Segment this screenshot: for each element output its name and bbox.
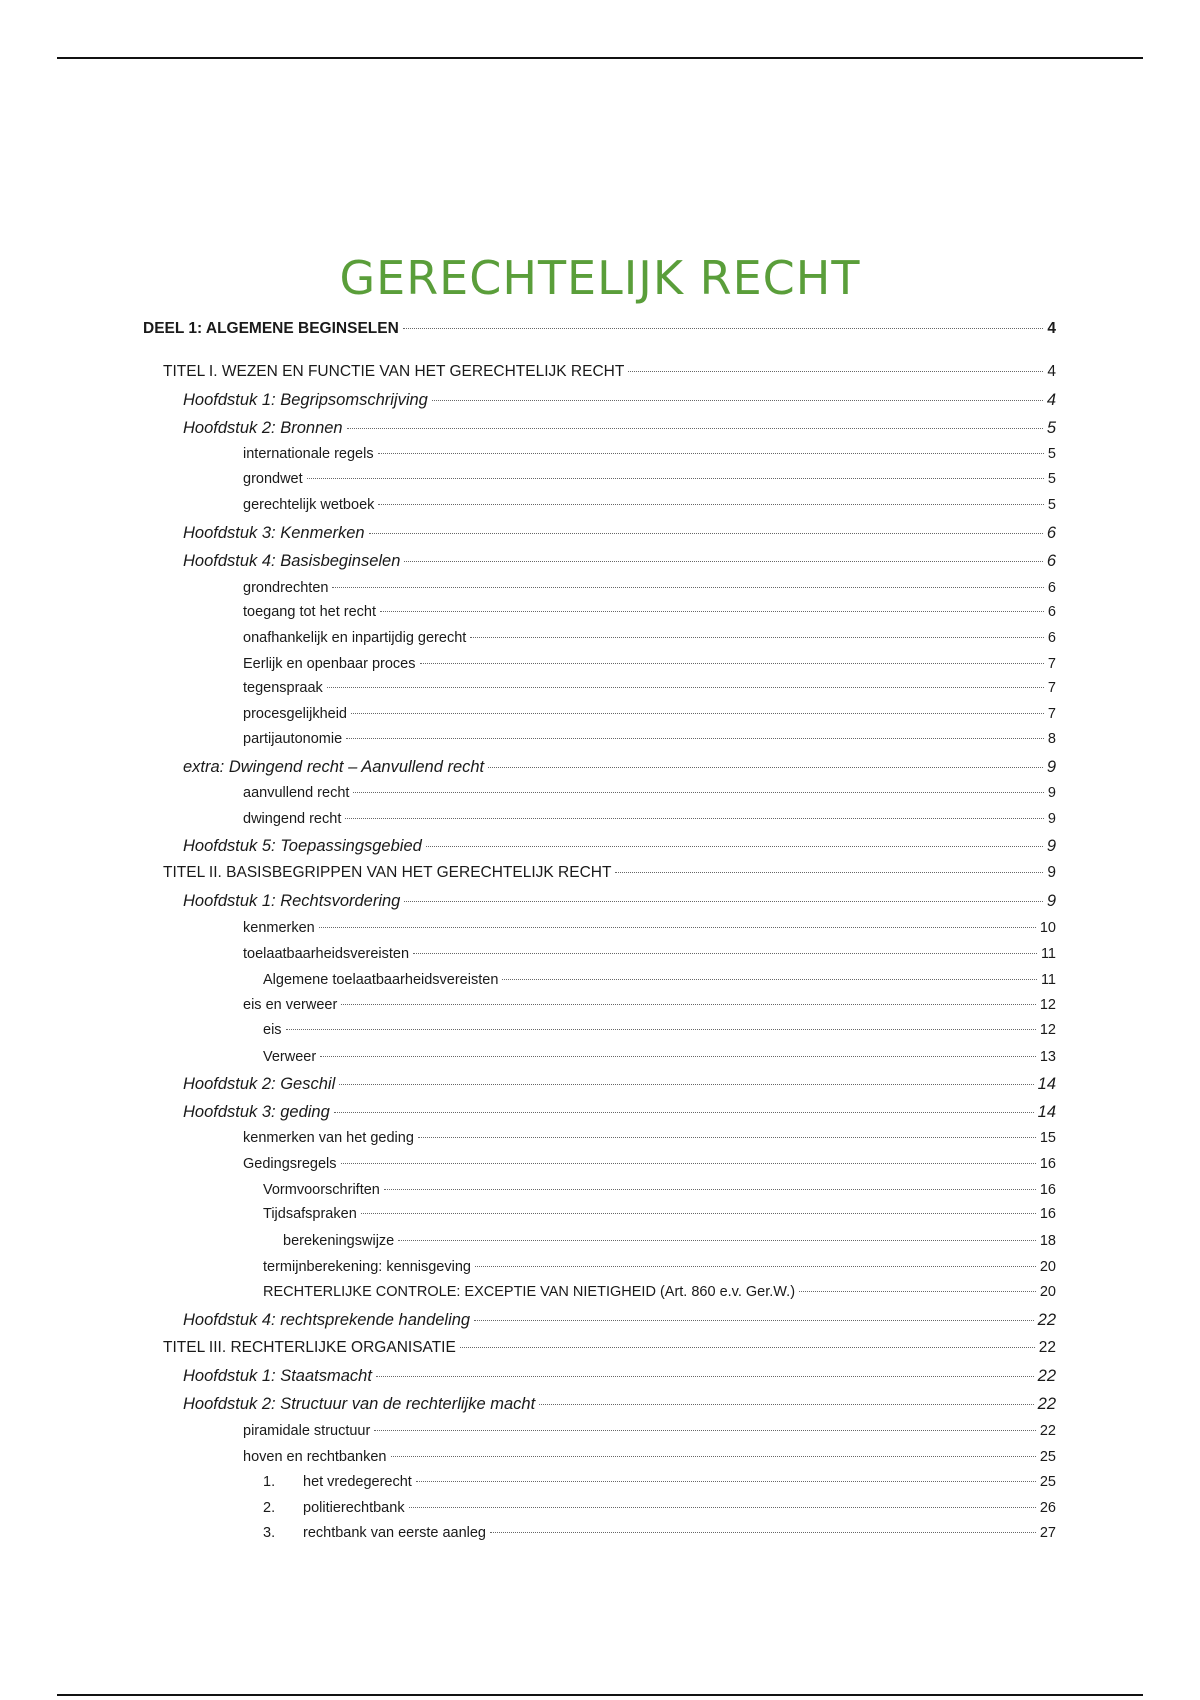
toc-entry[interactable] xyxy=(183,892,1056,911)
toc-page-number: 11 xyxy=(1040,946,1056,962)
toc-dot-leader xyxy=(799,1291,1036,1292)
toc-page-number: 4 xyxy=(1047,363,1056,380)
toc-entry[interactable] xyxy=(263,972,1056,988)
toc-page-number: 6 xyxy=(1047,604,1056,620)
toc-entry[interactable] xyxy=(263,1049,1056,1065)
toc-dot-leader xyxy=(339,1084,1033,1085)
toc-dot-leader xyxy=(286,1029,1036,1030)
toc-dot-leader xyxy=(470,637,1044,638)
toc-page-number: 7 xyxy=(1047,706,1056,722)
toc-entry[interactable] xyxy=(243,706,1056,722)
toc-dot-leader xyxy=(351,713,1044,714)
toc-entry-title: tegenspraak xyxy=(243,680,323,696)
toc-page-number: 16 xyxy=(1039,1182,1056,1198)
toc-page-number: 13 xyxy=(1039,1049,1056,1065)
toc-entry[interactable] xyxy=(243,580,1056,596)
header-rule xyxy=(57,57,1143,59)
toc-dot-leader xyxy=(384,1189,1036,1190)
toc-page-number: 6 xyxy=(1046,524,1056,542)
toc-page-number: 25 xyxy=(1039,1474,1056,1490)
toc-page-number: 9 xyxy=(1046,837,1056,855)
toc-page-number: 22 xyxy=(1037,1395,1056,1413)
toc-entry[interactable] xyxy=(263,1206,1056,1222)
toc-entry[interactable] xyxy=(263,1182,1056,1198)
page-title: GERECHTELIJK RECHT xyxy=(339,250,861,305)
toc-entry[interactable] xyxy=(263,1259,1056,1275)
toc-entry-title: toelaatbaarheidsvereisten xyxy=(243,946,410,962)
toc-entry-title: toegang tot het recht xyxy=(243,604,377,620)
toc-page-number: 10 xyxy=(1039,920,1056,936)
toc-entry-title: TITEL II. BASISBEGRIPPEN VAN HET GERECHTELIJK RECHT xyxy=(163,864,612,881)
toc-entry-title: aanvullend recht xyxy=(243,785,350,801)
toc-page-number: 5 xyxy=(1047,446,1056,462)
toc-dot-leader xyxy=(332,587,1043,588)
toc-entry-title: dwingend recht xyxy=(243,811,342,827)
toc-dot-leader xyxy=(475,1266,1036,1267)
toc-page-number: 5 xyxy=(1047,471,1056,487)
toc-page-number: 6 xyxy=(1047,580,1056,596)
toc-page-number: 9 xyxy=(1046,758,1056,776)
toc-dot-leader xyxy=(409,1507,1036,1508)
toc-entry-title: Hoofdstuk 1: Staatsmacht xyxy=(183,1367,372,1385)
toc-page-number: 6 xyxy=(1047,630,1056,646)
toc-entry-title: Hoofdstuk 3: geding xyxy=(183,1103,330,1121)
toc-entry[interactable] xyxy=(243,731,1056,747)
toc-entry[interactable] xyxy=(163,1339,1056,1357)
toc-entry-title: Hoofdstuk 4: Basisbeginselen xyxy=(183,552,401,570)
toc-page-number: 9 xyxy=(1047,811,1056,827)
toc-entry-title: Verweer xyxy=(263,1049,317,1065)
toc-entry[interactable] xyxy=(263,1525,1056,1541)
toc-page-number: 12 xyxy=(1039,1022,1056,1038)
toc-dot-leader xyxy=(347,428,1043,429)
toc-dot-leader xyxy=(615,872,1043,873)
toc-entry-title: Tijdsafspraken xyxy=(263,1206,357,1222)
toc-page-number: 9 xyxy=(1046,892,1056,910)
toc-dot-leader xyxy=(628,371,1043,372)
toc-entry-title: partijautonomie xyxy=(243,731,343,747)
toc-entry[interactable] xyxy=(243,785,1056,801)
toc-dot-leader xyxy=(378,453,1044,454)
toc-entry-title: grondwet xyxy=(243,471,303,487)
toc-entry-title: extra: Dwingend recht – Aanvullend recht xyxy=(183,758,485,776)
toc-entry[interactable] xyxy=(183,552,1056,571)
toc-entry-title: procesgelijkheid xyxy=(243,706,347,722)
toc-entry-title: politierechtbank xyxy=(303,1500,405,1516)
toc-dot-leader xyxy=(327,687,1044,688)
toc-entry[interactable] xyxy=(243,1423,1056,1439)
toc-dot-leader xyxy=(426,846,1043,847)
toc-entry[interactable] xyxy=(183,1103,1056,1122)
toc-entry-title: Hoofdstuk 1: Begripsomschrijving xyxy=(183,391,428,409)
toc-entry-number: 3. xyxy=(263,1525,276,1541)
toc-dot-leader xyxy=(403,328,1044,329)
toc-entry-title: gerechtelijk wetboek xyxy=(243,497,375,513)
toc-entry-title: Gedingsregels xyxy=(243,1156,337,1172)
toc-entry[interactable] xyxy=(263,1500,1056,1516)
toc-page-number: 14 xyxy=(1037,1075,1056,1093)
toc-entry[interactable] xyxy=(183,419,1056,438)
toc-entry-title: eis en verweer xyxy=(243,997,338,1013)
toc-page-number: 15 xyxy=(1039,1130,1056,1146)
toc-entry[interactable] xyxy=(243,680,1056,696)
toc-page-number: 6 xyxy=(1046,552,1056,570)
toc-entry-title: het vredegerecht xyxy=(303,1474,412,1490)
toc-dot-leader xyxy=(391,1456,1036,1457)
toc-dot-leader xyxy=(374,1430,1036,1431)
toc-dot-leader xyxy=(319,927,1036,928)
toc-page-number: 22 xyxy=(1037,1367,1056,1385)
toc-dot-leader xyxy=(345,818,1044,819)
toc-entry[interactable] xyxy=(183,524,1056,543)
toc-page-number: 7 xyxy=(1047,656,1056,672)
toc-entry[interactable] xyxy=(243,656,1056,672)
toc-entry[interactable] xyxy=(183,1367,1056,1386)
toc-entry[interactable] xyxy=(183,391,1056,410)
toc-entry-number: 1. xyxy=(263,1474,276,1490)
toc-page-number: 22 xyxy=(1037,1311,1056,1329)
toc-entry[interactable] xyxy=(183,758,1056,777)
toc-dot-leader xyxy=(341,1163,1036,1164)
toc-entry-title: internationale regels xyxy=(243,446,374,462)
toc-entry-title: Hoofdstuk 1: Rechtsvordering xyxy=(183,892,401,910)
toc-entry[interactable] xyxy=(243,1130,1056,1146)
toc-entry[interactable] xyxy=(243,630,1056,646)
toc-dot-leader xyxy=(474,1320,1034,1321)
toc-dot-leader xyxy=(488,767,1043,768)
footer-rule xyxy=(57,1694,1143,1696)
toc-dot-leader xyxy=(353,792,1044,793)
toc-page-number: 22 xyxy=(1039,1423,1056,1439)
toc-entry[interactable] xyxy=(243,446,1056,462)
toc-dot-leader xyxy=(418,1137,1036,1138)
toc-entry[interactable] xyxy=(163,363,1056,381)
toc-entry-title: eis xyxy=(263,1022,282,1038)
toc-dot-leader xyxy=(346,738,1044,739)
toc-dot-leader xyxy=(539,1404,1033,1405)
toc-dot-leader xyxy=(413,953,1037,954)
toc-page-number: 4 xyxy=(1047,320,1056,337)
toc-entry-title: RECHTERLIJKE CONTROLE: EXCEPTIE VAN NIETIGHEID (Art. 860 e.v. Ger.W.) xyxy=(263,1284,796,1300)
toc-entry-title: kenmerken xyxy=(243,920,315,936)
toc-entry-title: Hoofdstuk 2: Bronnen xyxy=(183,419,343,437)
toc-page-number: 9 xyxy=(1047,785,1056,801)
toc-page-number: 27 xyxy=(1039,1525,1056,1541)
toc-dot-leader xyxy=(378,504,1044,505)
toc-entry-title: TITEL III. RECHTERLIJKE ORGANISATIE xyxy=(163,1339,456,1356)
toc-entry-title: hoven en rechtbanken xyxy=(243,1449,387,1465)
toc-page-number: 20 xyxy=(1039,1284,1056,1300)
toc-entry[interactable] xyxy=(263,1474,1056,1490)
toc-entry[interactable] xyxy=(263,1284,1056,1300)
toc-entry[interactable] xyxy=(263,1022,1056,1038)
toc-entry[interactable] xyxy=(243,811,1056,827)
toc-entry-title: kenmerken van het geding xyxy=(243,1130,414,1146)
toc-entry-title: rechtbank van eerste aanleg xyxy=(303,1525,486,1541)
toc-entry[interactable] xyxy=(183,1395,1056,1414)
toc-entry[interactable] xyxy=(183,1311,1056,1330)
toc-dot-leader xyxy=(341,1004,1036,1005)
toc-entry[interactable] xyxy=(243,920,1056,936)
toc-page-number: 26 xyxy=(1039,1500,1056,1516)
toc-dot-leader xyxy=(404,561,1042,562)
toc-entry-title: DEEL 1: ALGEMENE BEGINSELEN xyxy=(143,320,399,337)
toc-page-number: 16 xyxy=(1039,1156,1056,1172)
toc-entry-title: Hoofdstuk 5: Toepassingsgebied xyxy=(183,837,422,855)
toc-entry[interactable] xyxy=(243,604,1056,620)
toc-entry-title: Vormvoorschriften xyxy=(263,1182,380,1198)
toc-dot-leader xyxy=(376,1376,1034,1377)
toc-entry-title: TITEL I. WEZEN EN FUNCTIE VAN HET GERECHTELIJK RECHT xyxy=(163,363,625,380)
toc-page-number: 22 xyxy=(1038,1339,1056,1356)
toc-entry-title: Eerlijk en openbaar proces xyxy=(243,656,416,672)
toc-dot-leader xyxy=(398,1240,1036,1241)
toc-page-number: 20 xyxy=(1039,1259,1056,1275)
toc-page-number: 4 xyxy=(1046,391,1056,409)
toc-entry[interactable] xyxy=(283,1233,1056,1249)
toc-dot-leader xyxy=(307,478,1044,479)
toc-entry[interactable] xyxy=(243,471,1056,487)
toc-dot-leader xyxy=(432,400,1043,401)
toc-dot-leader xyxy=(380,611,1044,612)
toc-dot-leader xyxy=(404,901,1042,902)
toc-entry-title: Algemene toelaatbaarheidsvereisten xyxy=(263,972,499,988)
toc-page-number: 14 xyxy=(1037,1103,1056,1121)
toc-dot-leader xyxy=(502,979,1037,980)
toc-entry[interactable] xyxy=(183,837,1056,856)
toc-entry-title: grondrechten xyxy=(243,580,329,596)
toc-entry[interactable] xyxy=(243,997,1056,1013)
toc-dot-leader xyxy=(420,663,1044,664)
toc-entry-title: termijnberekening: kennisgeving xyxy=(263,1259,471,1275)
toc-entry-title: Hoofdstuk 2: Geschil xyxy=(183,1075,336,1093)
toc-entry-title: piramidale structuur xyxy=(243,1423,371,1439)
toc-page-number: 11 xyxy=(1040,972,1056,988)
toc-dot-leader xyxy=(361,1213,1036,1214)
toc-dot-leader xyxy=(334,1112,1034,1113)
toc-dot-leader xyxy=(490,1532,1036,1533)
toc-dot-leader xyxy=(320,1056,1036,1057)
toc-page-number: 16 xyxy=(1039,1206,1056,1222)
toc-entry[interactable] xyxy=(183,1075,1056,1094)
toc-page-number: 7 xyxy=(1047,680,1056,696)
toc-entry-title: Hoofdstuk 4: rechtsprekende handeling xyxy=(183,1311,471,1329)
toc-entry-title: onafhankelijk en inpartijdig gerecht xyxy=(243,630,467,646)
toc-entry[interactable] xyxy=(143,320,1056,338)
toc-entry-title: Hoofdstuk 2: Structuur van de rechterlijke macht xyxy=(183,1395,536,1413)
toc-entry[interactable] xyxy=(243,497,1056,513)
toc-page-number: 5 xyxy=(1047,497,1056,513)
toc-page-number: 25 xyxy=(1039,1449,1056,1465)
toc-dot-leader xyxy=(416,1481,1036,1482)
toc-entry-title: berekeningswijze xyxy=(283,1233,395,1249)
toc-entry-title: Hoofdstuk 3: Kenmerken xyxy=(183,524,365,542)
toc-page-number: 12 xyxy=(1039,997,1056,1013)
toc-page-number: 8 xyxy=(1047,731,1056,747)
toc-entry-number: 2. xyxy=(263,1500,276,1516)
toc-entry[interactable] xyxy=(243,1156,1056,1172)
toc-dot-leader xyxy=(460,1347,1035,1348)
toc-entry[interactable] xyxy=(163,864,1056,882)
toc-page-number: 18 xyxy=(1039,1233,1056,1249)
toc-dot-leader xyxy=(369,533,1043,534)
toc-page-number: 9 xyxy=(1047,864,1056,881)
toc-page-number: 5 xyxy=(1046,419,1056,437)
toc-entry[interactable] xyxy=(243,946,1056,962)
toc-entry[interactable] xyxy=(243,1449,1056,1465)
